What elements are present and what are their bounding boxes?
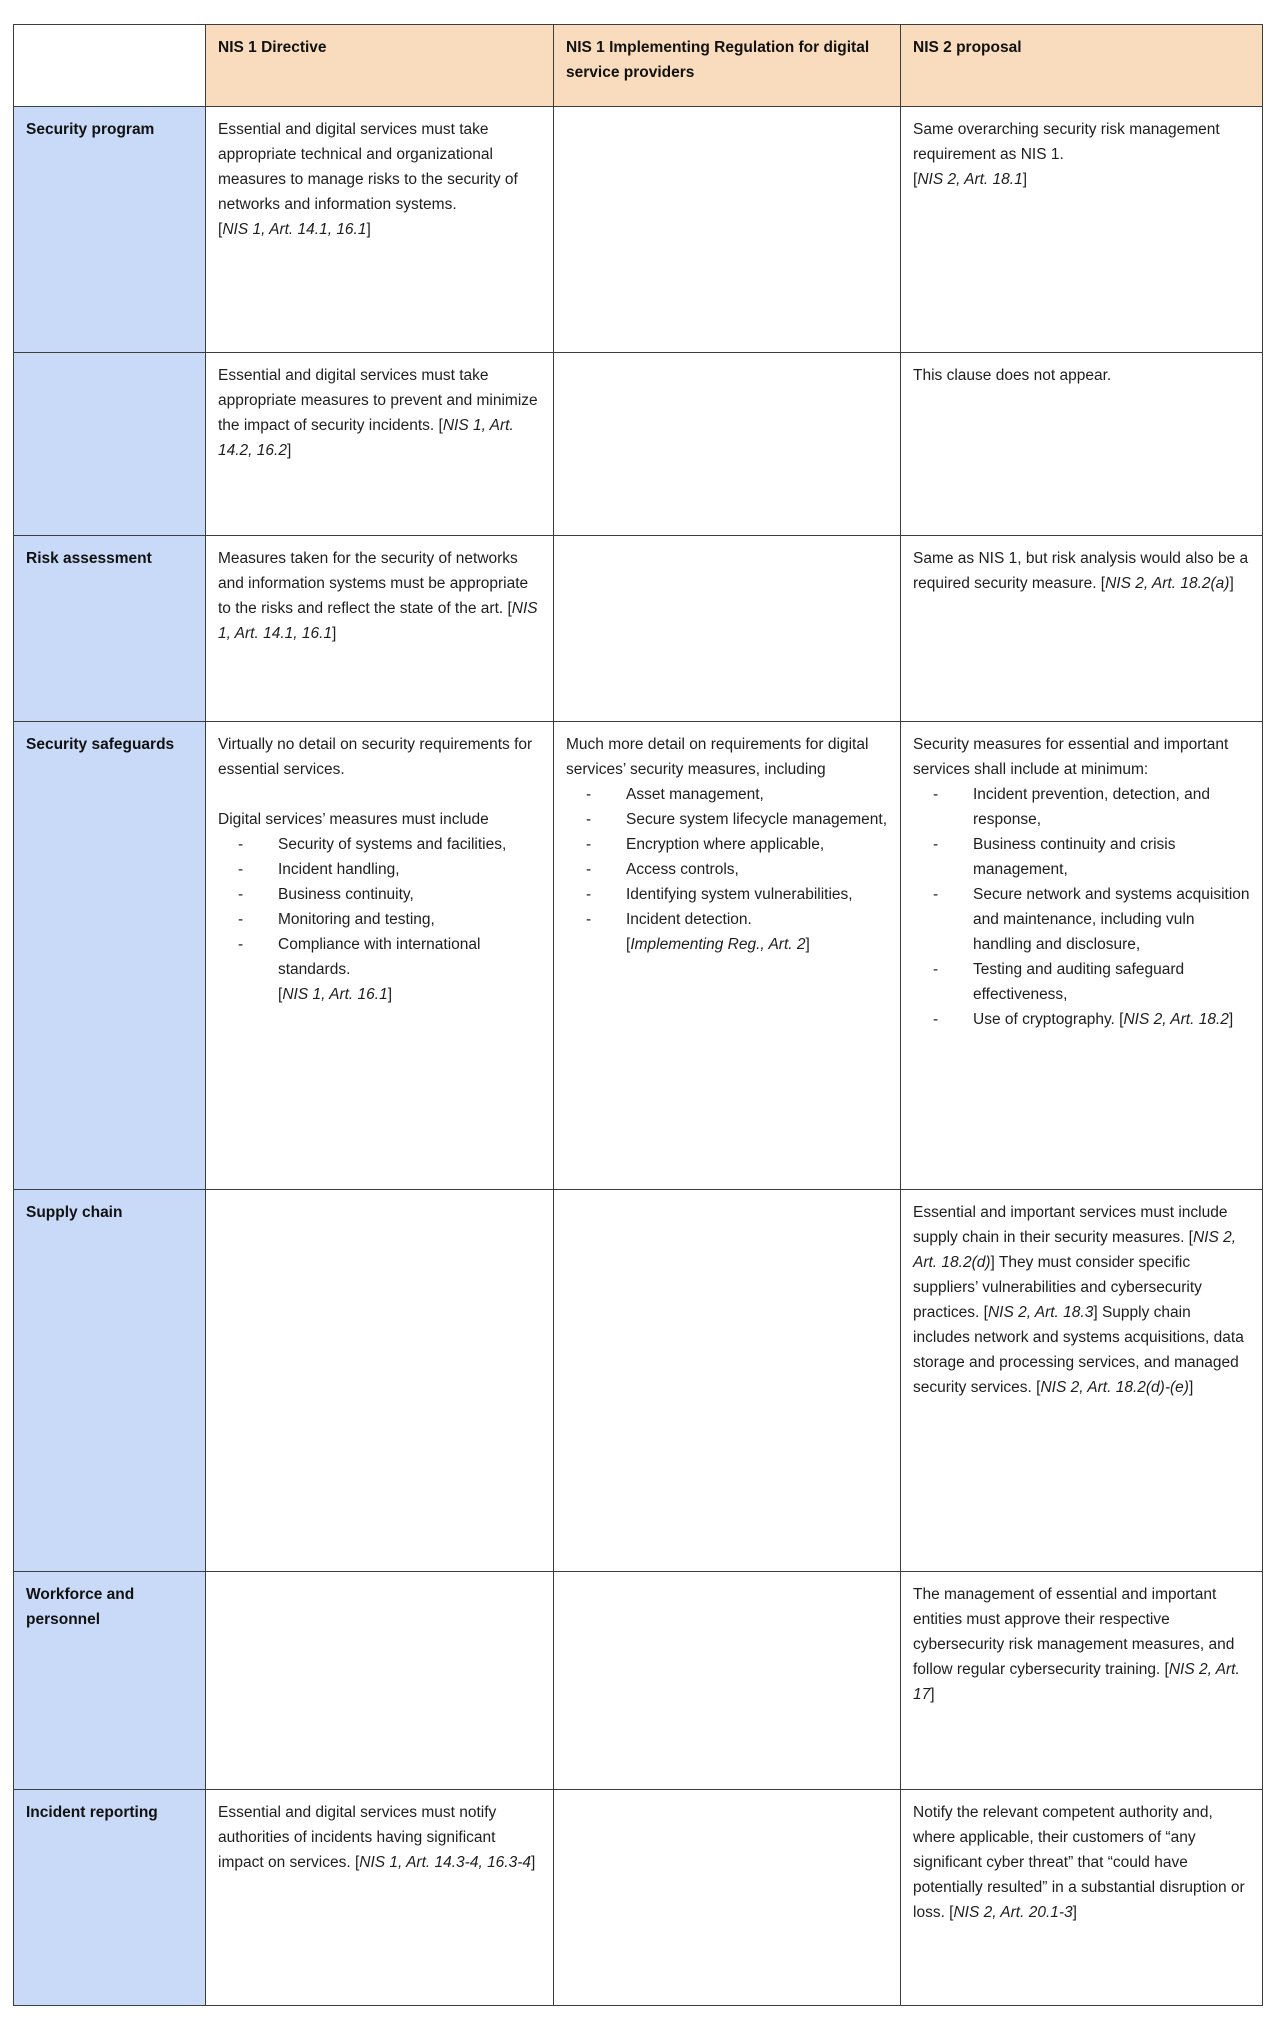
table-cell [554,1190,901,1572]
citation-text: NIS 2, Art. 17 [913,1661,1240,1703]
bullet-item [913,882,1250,957]
cell-text: [ [626,936,631,953]
table-row [14,353,1263,536]
row-label: Workforce and personnel [14,1572,206,1790]
table-cell [206,722,554,1190]
bullet-text [278,907,541,932]
cell-text: Notify the relevant competent authority and, where applicable, their customers of “any significant cyber threat” that “could have potentially resulted” in a substantial disruption or loss. [ [913,1804,1245,1921]
bullet-item [566,807,888,832]
table-row [14,1790,1263,2006]
table-row [14,107,1263,353]
bullet-text [973,957,1250,1007]
bullet-list [913,782,1250,1032]
bullet-item [566,882,888,907]
corner-cell [14,25,206,107]
cell-text: ] [1188,1379,1194,1396]
cell-text: Incident prevention, detection, and response, [973,786,1210,828]
table-cell [901,536,1263,722]
bullet-text [973,832,1250,882]
dash-marker: - [933,836,939,853]
cell-text: ] [387,986,393,1003]
cell-text: The management of essential and important entities must approve their respective cybersecurity risk management measures, and follow regular cybersecurity training. [ [913,1586,1235,1678]
cell-text: [ [278,986,283,1003]
cell-text: Asset management, [626,786,764,803]
cell-text: Encryption where applicable, [626,836,825,853]
paragraph [913,1582,1250,1707]
cell-text: ] Supply chain includes network and systems acquisitions, data storage and processing services, and managed security services. [ [913,1304,1244,1396]
cell-text: ] [1022,171,1028,188]
citation-text: NIS 1, Art. 14.2, 16.2 [218,417,514,459]
table-cell [901,1790,1263,2006]
dash-marker: - [586,836,592,853]
bullet-text [278,857,541,882]
cell-text: Business continuity and crisis management, [973,836,1176,878]
cell-text: Same overarching security risk management requirement as NIS 1. [913,121,1220,163]
bullet-item [218,857,541,882]
dash-marker: - [238,936,244,953]
paragraph [218,807,541,832]
table-cell [901,722,1263,1190]
dash-marker: - [933,886,939,903]
paragraph [913,167,1250,192]
paragraph [218,363,541,463]
row-label [14,353,206,536]
cell-text: ] [286,442,292,459]
cell-text: Use of cryptography. [ [973,1011,1124,1028]
row-label: Supply chain [14,1190,206,1572]
table-cell [206,353,554,536]
cell-text: Secure network and systems acquisition and maintenance, including vuln handling and disclosure, [973,886,1250,953]
cell-text: Identifying system vulnerabilities, [626,886,853,903]
cell-text: Access controls, [626,861,739,878]
cell-text: Essential and important services must include supply chain in their security measures. [ [913,1204,1228,1246]
cell-text: ] [1229,575,1234,592]
column-header-nis1-directive: NIS 1 Directive [206,25,554,107]
table-cell [554,1572,901,1790]
paragraph [218,546,541,646]
dash-marker: - [586,911,592,928]
dash-marker: - [238,836,244,853]
bullet-list [218,832,541,1007]
cell-text: Measures taken for the security of networks and information systems must be appropriate to the risks and reflect the state of the art. [ [218,550,529,617]
table-row [14,722,1263,1190]
cell-text: ] [930,1686,935,1703]
bullet-item [566,907,888,957]
cell-text: ] [366,221,371,238]
cell-text: ] [332,625,337,642]
paragraph [218,117,541,217]
dash-marker: - [238,911,244,928]
paragraph [913,363,1250,388]
paragraph [218,1800,541,1875]
dash-marker: - [586,886,592,903]
dash-marker: - [933,1011,939,1028]
bullet-text [626,832,888,857]
table-cell [901,107,1263,353]
bullet-item [566,857,888,882]
table-cell [554,1790,901,2006]
table-cell [554,107,901,353]
table-body [14,107,1263,2006]
dash-marker: - [586,786,592,803]
column-header-nis1-implementing-regulation: NIS 1 Implementing Regulation for digital service providers [554,25,901,107]
bullet-text [973,782,1250,832]
citation-text: NIS 2, Art. 18.2(a) [1105,575,1230,592]
citation-text: Implementing Reg., Art. 2 [630,936,806,953]
citation-text: NIS 1, Art. 14.3-4, 16.3-4 [359,1854,532,1871]
header-row [14,25,1263,107]
cell-text: ] [531,1854,536,1871]
cell-text: Security measures for essential and important services shall include at minimum: [913,736,1229,778]
bullet-text [278,832,541,857]
row-label: Incident reporting [14,1790,206,2006]
cell-text: Incident detection. [626,911,752,928]
paragraph [913,732,1250,782]
table-cell [554,536,901,722]
dash-marker: - [238,861,244,878]
cell-text: [ [218,221,223,238]
table-cell [206,1790,554,2006]
citation-text: NIS 2, Art. 18.2(d) [913,1229,1237,1271]
bullet-list [566,782,888,957]
cell-text: This clause does not appear. [913,367,1112,384]
citation-text: NIS 2, Art. 18.3 [987,1304,1094,1321]
table-row [14,1572,1263,1790]
citation-text: NIS 2, Art. 18.2 [1123,1011,1229,1028]
table-cell [901,353,1263,536]
cell-text: Compliance with international standards. [278,936,481,978]
row-label: Security safeguards [14,722,206,1190]
bullet-text [626,782,888,807]
cell-text: Essential and digital services must notify authorities of incidents having significant impact on services. [ [218,1804,497,1871]
cell-text: Digital services’ measures must include [218,811,489,828]
table-cell [901,1190,1263,1572]
cell-text: ] They must consider specific suppliers’ vulnerabilities and cybersecurity practices. [ [913,1254,1202,1321]
citation-text: NIS 1, Art. 14.1, 16.1 [218,600,538,642]
bullet-text [973,882,1250,957]
citation-text: NIS 1, Art. 14.1, 16.1 [222,221,367,238]
dash-marker: - [933,786,939,803]
cell-text: Much more detail on requirements for digital services’ security measures, including [566,736,869,778]
cell-text: ] [805,936,810,953]
cell-text: Testing and auditing safeguard effectiveness, [973,961,1185,1003]
paragraph [913,546,1250,596]
paragraph [566,732,888,782]
dash-marker: - [933,961,939,978]
cell-text: ] [1228,1011,1234,1028]
table-row [14,1190,1263,1572]
bullet-item [913,1007,1250,1032]
column-header-nis2-proposal: NIS 2 proposal [901,25,1263,107]
bullet-item [566,782,888,807]
bullet-text [626,807,888,832]
cell-text: Virtually no detail on security requirements for essential services. [218,736,533,778]
cell-text: [ [913,171,918,188]
cell-text: Business continuity, [278,886,414,903]
cell-text: Monitoring and testing, [278,911,435,928]
bullet-item [218,882,541,907]
dash-marker: - [586,811,592,828]
cell-text: Secure system lifecycle management, [626,811,888,828]
paragraph [218,217,541,242]
cell-text: Essential and digital services must take appropriate technical and organizational measures to manage risks to the security of networks and information systems. [218,121,518,213]
cell-text: Essential and digital services must take appropriate measures to prevent and minimize the impact of security incidents. [ [218,367,538,434]
table-cell [206,1190,554,1572]
bullet-item [218,832,541,857]
paragraph [913,1800,1250,1925]
comparison-table-container [13,24,1263,2006]
bullet-item [566,832,888,857]
cell-text: Security of systems and facilities, [278,836,507,853]
row-label: Security program [14,107,206,353]
nis-comparison-table [13,24,1263,2006]
paragraph [913,117,1250,167]
cell-text: Incident handling, [278,861,400,878]
table-cell [554,722,901,1190]
dash-marker: - [238,886,244,903]
row-label: Risk assessment [14,536,206,722]
paragraph [913,1200,1250,1400]
bullet-item [913,782,1250,832]
table-row [14,536,1263,722]
table-header [14,25,1263,107]
table-cell [206,1572,554,1790]
bullet-item [218,932,541,1007]
bullet-item [913,957,1250,1007]
bullet-item [913,832,1250,882]
citation-text: NIS 1, Art. 16.1 [282,986,388,1003]
bullet-item [218,907,541,932]
table-cell [206,536,554,722]
bullet-text [626,907,888,957]
bullet-text [626,857,888,882]
blank-line [218,782,541,807]
citation-text: NIS 2, Art. 20.1-3 [953,1904,1073,1921]
table-cell [901,1572,1263,1790]
table-cell [554,353,901,536]
table-cell [206,107,554,353]
bullet-text [626,882,888,907]
citation-text: NIS 2, Art. 18.1 [917,171,1023,188]
citation-text: NIS 2, Art. 18.2(d)-(e) [1040,1379,1189,1396]
bullet-text [278,932,541,1007]
dash-marker: - [586,861,592,878]
cell-text: Same as NIS 1, but risk analysis would also be a required security measure. [ [913,550,1249,592]
paragraph [218,732,541,782]
bullet-text [278,882,541,907]
cell-text: ] [1072,1904,1077,1921]
bullet-text [973,1007,1250,1032]
